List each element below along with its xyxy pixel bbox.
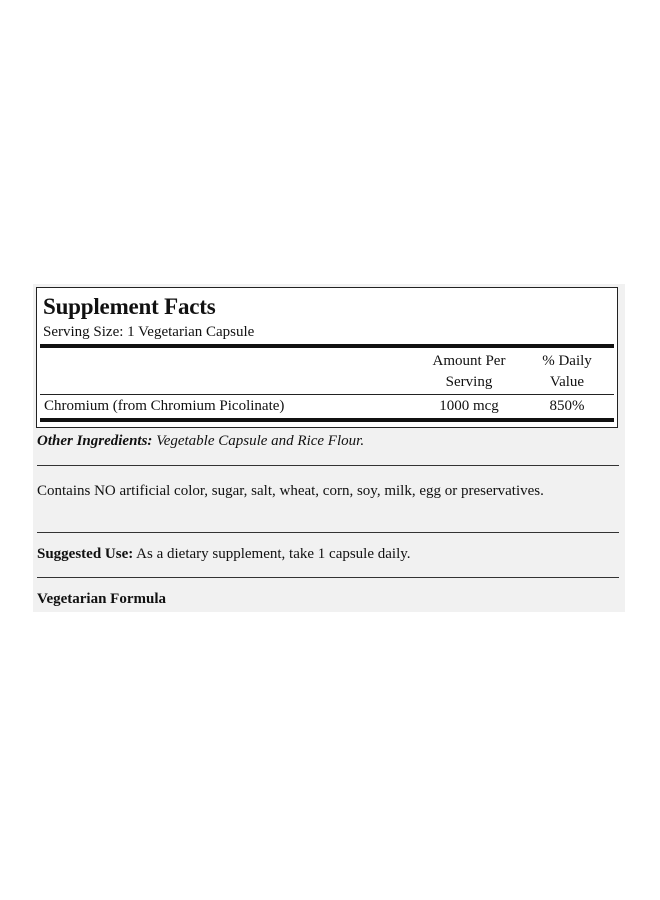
amount-header-line1: Amount Per: [432, 353, 506, 369]
vegetarian-formula: Vegetarian Formula: [37, 591, 167, 607]
daily-value-header: [527, 351, 607, 393]
serving-size: Serving Size: 1 Vegetarian Capsule: [43, 324, 255, 340]
thin-divider: [40, 394, 614, 395]
allergen-statement: Contains NO artificial color, sugar, salt, wheat, corn, soy, milk, egg or preservatives.: [37, 483, 544, 499]
supplement-facts-box: [36, 287, 618, 428]
other-ingredients-label: Other Ingredients:: [37, 433, 153, 449]
separator-1: [37, 465, 619, 466]
dv-header-line1: % Daily: [542, 353, 592, 369]
suggested-use-label: Suggested Use:: [37, 546, 134, 562]
other-ingredients-text: Vegetable Capsule and Rice Flour.: [152, 433, 365, 449]
nutrient-daily-value: 850%: [549, 398, 585, 414]
other-ingredients: [37, 433, 364, 450]
suggested-use: [37, 546, 411, 563]
amount-per-serving-header: [415, 351, 523, 393]
nutrient-row: [40, 396, 614, 418]
nutrient-amount: 1000 mcg: [439, 398, 499, 414]
facts-title: Supplement Facts: [43, 294, 216, 319]
dv-header-line2: Value: [549, 374, 585, 390]
separator-3: [37, 577, 619, 578]
separator-2: [37, 532, 619, 533]
nutrient-name: Chromium (from Chromium Picolinate): [44, 398, 285, 414]
suggested-use-text: As a dietary supplement, take 1 capsule daily.: [133, 546, 411, 562]
amount-header-line2: Serving: [445, 374, 493, 390]
thick-divider-bottom: [40, 418, 614, 422]
thick-divider-top: [40, 344, 614, 348]
